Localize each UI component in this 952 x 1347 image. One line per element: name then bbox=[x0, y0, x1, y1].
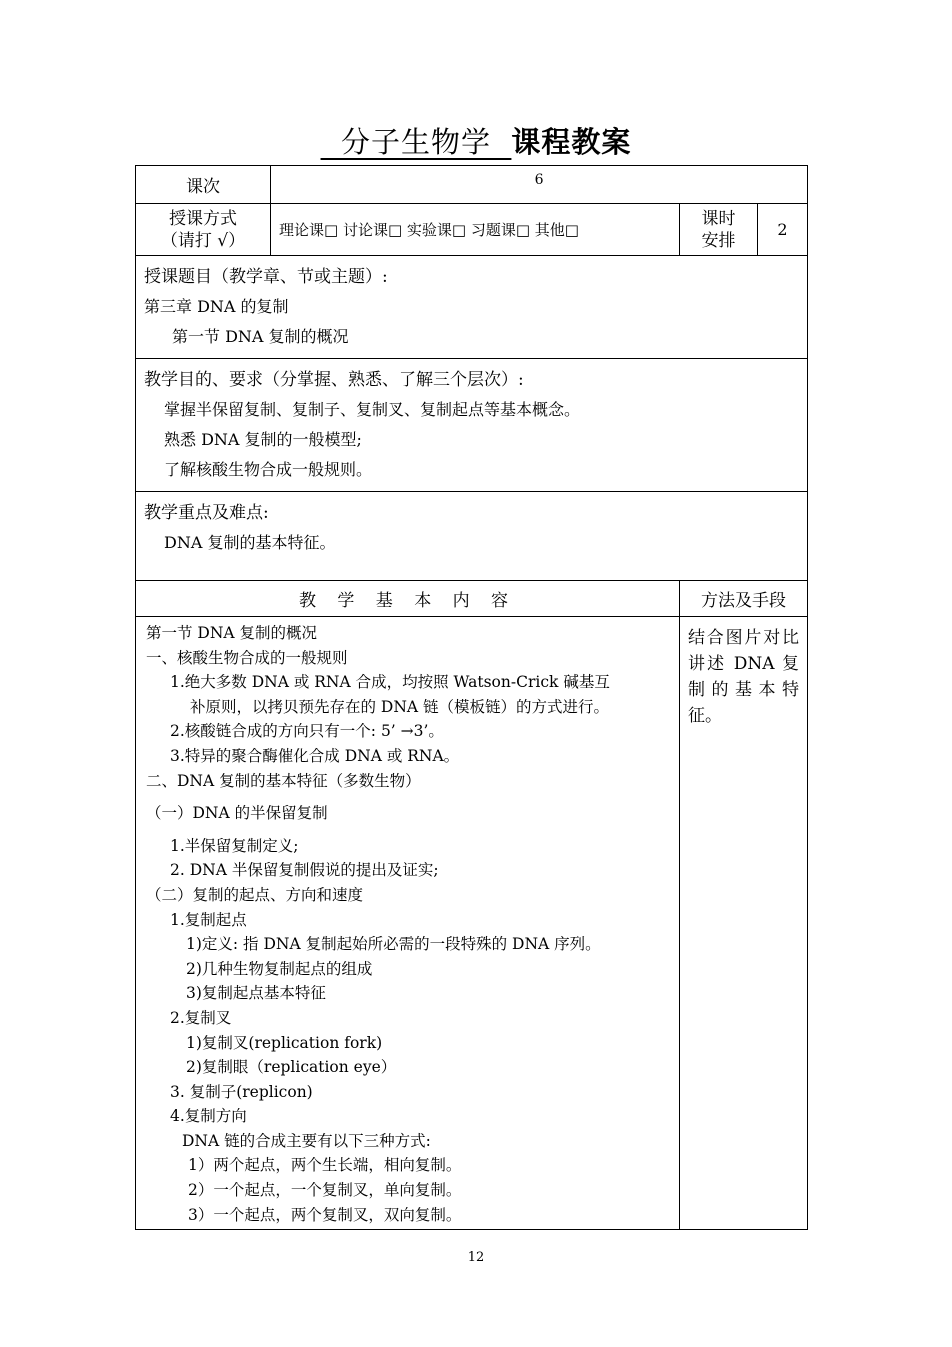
content-line: 二、DNA 复制的基本特征（多数生物） bbox=[146, 771, 421, 790]
content-line: DNA 链的合成主要有以下三种方式: bbox=[182, 1131, 431, 1150]
content-line: 1)定义: 指 DNA 复制起始所必需的一段特殊的 DNA 序列。 bbox=[186, 935, 601, 954]
content-line: （一）DNA 的半保留复制 bbox=[146, 804, 328, 823]
key-points-cell bbox=[136, 492, 808, 581]
teaching-mode-label bbox=[136, 204, 271, 256]
hours-label-line1: 课时 bbox=[701, 208, 736, 229]
row-content-header bbox=[136, 581, 808, 617]
content-line: 2.复制叉 bbox=[170, 1008, 232, 1027]
topic-chapter: 第三章 DNA 的复制 bbox=[144, 297, 289, 316]
teaching-mode-label-line1: 授课方式 bbox=[169, 208, 237, 229]
row-key-points bbox=[136, 492, 808, 581]
content-line: 4.复制方向 bbox=[170, 1107, 247, 1126]
hours-value: 2 bbox=[758, 204, 808, 256]
content-line: 2. DNA 半保留复制假说的提出及证实; bbox=[170, 861, 439, 880]
row-objectives bbox=[136, 359, 808, 492]
content-line: 1)复制叉(replication fork) bbox=[186, 1033, 383, 1052]
lesson-number-value: 6 bbox=[271, 166, 808, 204]
topic-heading: 授课题目（教学章、节或主题）: bbox=[144, 267, 388, 287]
lesson-plan-table bbox=[135, 165, 808, 1230]
content-line: 第一节 DNA 复制的概况 bbox=[146, 624, 318, 642]
objectives-cell bbox=[136, 359, 808, 492]
topic-cell bbox=[136, 256, 808, 359]
row-lesson-number bbox=[136, 166, 808, 204]
title-subject: 分子生物学 bbox=[320, 125, 512, 159]
row-topic bbox=[136, 256, 808, 359]
content-line: 1.半保留复制定义; bbox=[170, 836, 299, 855]
content-line: 1.复制起点 bbox=[170, 910, 247, 929]
content-cell bbox=[136, 617, 680, 1230]
content-line: 2)几种生物复制起点的组成 bbox=[186, 959, 373, 978]
key-points-heading: 教学重点及难点: bbox=[144, 503, 269, 523]
row-content bbox=[136, 617, 808, 1230]
page-title bbox=[0, 120, 952, 161]
content-line: 1）两个起点，两个生长端，相向复制。 bbox=[188, 1156, 462, 1175]
content-line: 一、核酸生物合成的一般规则 bbox=[146, 648, 348, 667]
content-line: 3）一个起点，两个复制叉，双向复制。 bbox=[188, 1205, 462, 1224]
page-number: 12 bbox=[467, 1250, 485, 1265]
content-line: 3. 复制子(replicon) bbox=[170, 1082, 313, 1101]
method-cell: 结合图片对比讲述 DNA 复制的基本特征。 bbox=[680, 617, 808, 1230]
teaching-mode-options: 理论课□ 讨论课□ 实验课□ 习题课□ 其他□ bbox=[271, 204, 680, 256]
hours-label bbox=[680, 204, 758, 256]
objective-item: 了解核酸生物合成一般规则。 bbox=[164, 460, 373, 479]
content-line: （二）复制的起点、方向和速度 bbox=[146, 885, 364, 904]
objective-item: 熟悉 DNA 复制的一般模型; bbox=[164, 430, 362, 449]
content-line: 2.核酸链合成的方向只有一个: 5’ →3’。 bbox=[170, 722, 444, 741]
objective-item: 掌握半保留复制、复制子、复制叉、复制起点等基本概念。 bbox=[164, 400, 581, 419]
lesson-number-label: 课次 bbox=[136, 166, 271, 204]
content-header-method: 方法及手段 bbox=[680, 581, 808, 617]
topic-section: 第一节 DNA 复制的概况 bbox=[172, 327, 349, 346]
content-line: 3.特异的聚合酶催化合成 DNA 或 RNA。 bbox=[170, 746, 460, 765]
content-line: 1.绝大多数 DNA 或 RNA 合成，均按照 Watson-Crick 碱基互 bbox=[170, 673, 610, 692]
hours-label-line2: 安排 bbox=[701, 230, 736, 251]
content-line: 2）一个起点，一个复制叉，单向复制。 bbox=[188, 1181, 462, 1200]
content-line: 3)复制起点基本特征 bbox=[186, 984, 326, 1003]
objectives-heading: 教学目的、要求（分掌握、熟悉、了解三个层次）: bbox=[144, 370, 524, 390]
title-suffix: 课程教案 bbox=[511, 125, 632, 159]
content-line: 补原则，以拷贝预先存在的 DNA 链（模板链）的方式进行。 bbox=[190, 697, 610, 716]
teaching-mode-label-line2: （请打 √） bbox=[160, 230, 246, 251]
content-line: 2)复制眼（replication eye） bbox=[186, 1058, 397, 1077]
row-teaching-mode bbox=[136, 204, 808, 256]
content-header-main: 教 学 基 本 内 容 bbox=[136, 581, 680, 617]
key-points-text: DNA 复制的基本特征。 bbox=[164, 533, 336, 552]
